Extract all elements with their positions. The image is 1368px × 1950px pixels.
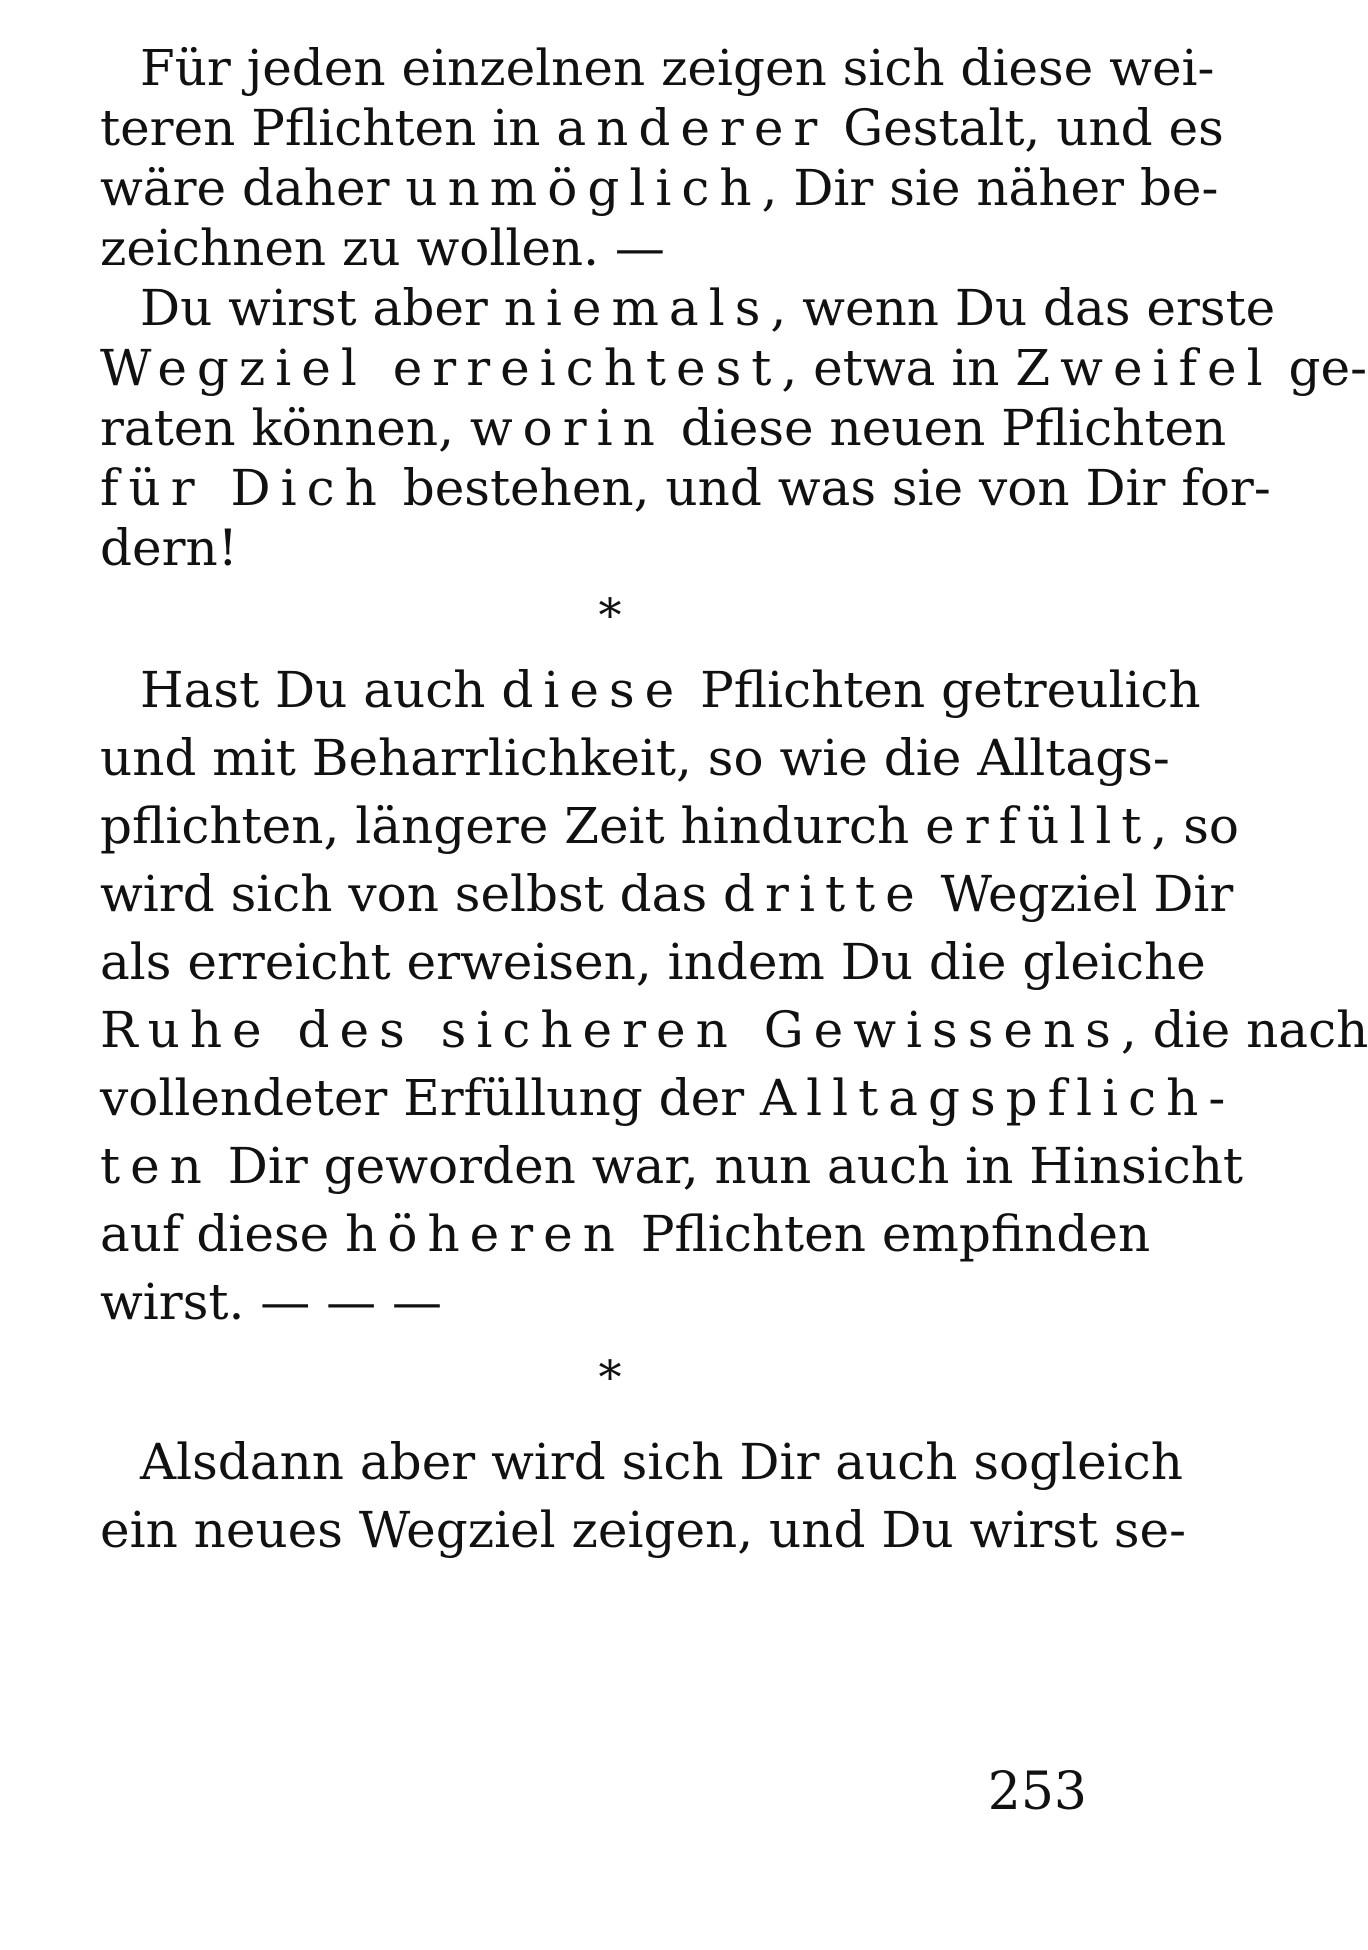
text-line bbox=[140, 38, 1215, 98]
spaced-emphasis: höheren bbox=[345, 1205, 625, 1263]
spaced-emphasis: Zweifel bbox=[1015, 339, 1273, 397]
text-run: Alsdann aber wird sich Dir auch sogleich bbox=[140, 1433, 1183, 1491]
text-run: , so bbox=[1151, 797, 1239, 855]
text-line bbox=[100, 1272, 1100, 1332]
text-run: ein neues Wegziel zeigen, und Du wirst se- bbox=[100, 1501, 1187, 1559]
spaced-emphasis: Alltagspflich- bbox=[760, 1069, 1236, 1127]
page-number: 253 bbox=[987, 1762, 1087, 1822]
spaced-emphasis: anderer bbox=[556, 99, 828, 157]
spaced-emphasis: Wegziel erreichtest bbox=[100, 339, 782, 397]
text-line bbox=[100, 1068, 1236, 1128]
text-line bbox=[100, 158, 1219, 218]
text-line bbox=[100, 1000, 1368, 1060]
text-line bbox=[100, 796, 1239, 856]
spaced-emphasis: diese bbox=[501, 661, 685, 719]
text-run: teren Pflichten in bbox=[100, 99, 557, 157]
section-separator: * bbox=[598, 588, 622, 642]
text-run: Hast Du auch bbox=[140, 661, 502, 719]
spaced-emphasis: für Dich bbox=[100, 459, 387, 517]
text-run: Du wirst aber bbox=[140, 279, 504, 337]
text-line bbox=[100, 518, 1100, 578]
text-run: Wegziel Dir bbox=[924, 865, 1234, 923]
text-run: raten können, bbox=[100, 399, 470, 457]
text-line bbox=[100, 1500, 1187, 1560]
text-run: wirst. — — — bbox=[100, 1273, 443, 1331]
section-separator: * bbox=[598, 1350, 622, 1404]
text-run: Pflichten empfinden bbox=[624, 1205, 1151, 1263]
text-run: Dir geworden war, nun auch in Hinsicht bbox=[211, 1137, 1243, 1195]
text-line bbox=[100, 458, 1271, 518]
text-run: dern! bbox=[100, 519, 238, 577]
text-line bbox=[140, 1432, 1183, 1492]
spaced-emphasis: dritte bbox=[723, 865, 925, 923]
spaced-emphasis: erfüllt bbox=[925, 797, 1152, 855]
text-run: auf diese bbox=[100, 1205, 346, 1263]
text-line bbox=[100, 932, 1206, 992]
text-line bbox=[100, 98, 1224, 158]
text-run: diese neuen Pflichten bbox=[664, 399, 1227, 457]
text-run: wäre daher bbox=[100, 159, 406, 217]
text-run: pflichten, längere Zeit hindurch bbox=[100, 797, 926, 855]
text-line bbox=[100, 1204, 1151, 1264]
text-run: , Dir sie näher be- bbox=[761, 159, 1219, 217]
spaced-emphasis: ten bbox=[100, 1137, 212, 1195]
text-run: Pflichten getreulich bbox=[684, 661, 1201, 719]
text-line bbox=[140, 278, 1276, 338]
text-line bbox=[100, 218, 1100, 278]
text-line bbox=[100, 728, 1170, 788]
text-run: , etwa in bbox=[781, 339, 1016, 397]
text-line bbox=[100, 864, 1234, 924]
text-run: und mit Beharrlichkeit, so wie die Alltags- bbox=[100, 729, 1170, 787]
text-line bbox=[100, 398, 1227, 458]
text-line bbox=[140, 660, 1201, 720]
text-run: als erreicht erweisen, indem Du die gleiche bbox=[100, 933, 1206, 991]
text-line bbox=[100, 1136, 1243, 1196]
text-run: vollendeter Erfüllung der bbox=[100, 1069, 760, 1127]
spaced-emphasis: niemals bbox=[503, 279, 771, 337]
spaced-emphasis: worin bbox=[469, 399, 665, 457]
text-run: Gestalt, und es bbox=[827, 99, 1224, 157]
spaced-emphasis: unmöglich bbox=[405, 159, 762, 217]
text-line bbox=[100, 338, 1368, 398]
text-run: bestehen, und was sie von Dir for- bbox=[386, 459, 1271, 517]
text-run: ge- bbox=[1272, 339, 1368, 397]
text-run: wird sich von selbst das bbox=[100, 865, 724, 923]
spaced-emphasis: Ruhe des sicheren Gewissens bbox=[100, 1001, 1121, 1059]
text-run: , wenn Du das erste bbox=[770, 279, 1276, 337]
text-run: Für jeden einzelnen zeigen sich diese wei- bbox=[140, 39, 1215, 97]
text-run: zeichnen zu wollen. — bbox=[100, 219, 665, 277]
text-run: , die nach bbox=[1120, 1001, 1368, 1059]
